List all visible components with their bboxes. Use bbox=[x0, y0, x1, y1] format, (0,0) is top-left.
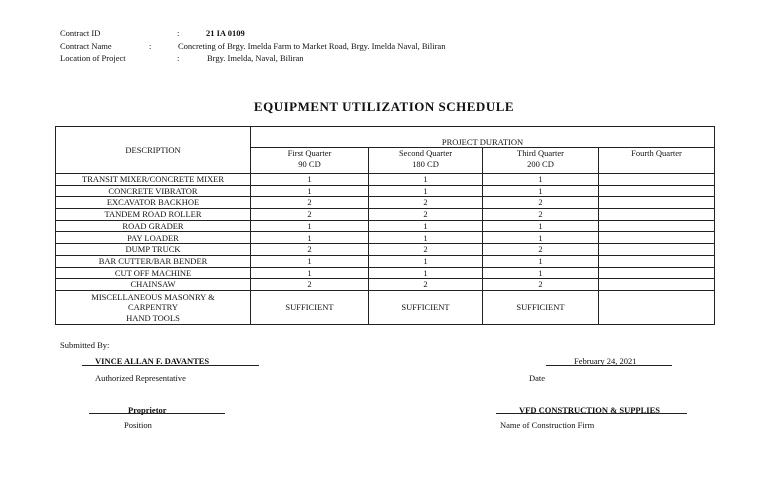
firm-name-line bbox=[496, 413, 687, 414]
firm-name: VFD CONSTRUCTION & SUPPLIES bbox=[519, 405, 660, 415]
misc-q1: SUFFICIENT bbox=[251, 290, 369, 324]
description-header: DESCRIPTION bbox=[56, 127, 251, 174]
table-row bbox=[56, 209, 715, 221]
date-line bbox=[546, 365, 672, 366]
equipment-count-q4 bbox=[599, 244, 715, 256]
location-colon: : bbox=[177, 53, 180, 63]
equipment-description: ROAD GRADER bbox=[56, 220, 251, 232]
position-caption: Position bbox=[124, 420, 152, 430]
equipment-count-q1: 1 bbox=[251, 267, 369, 279]
equipment-rows bbox=[56, 174, 715, 291]
equipment-count-q4 bbox=[599, 174, 715, 186]
equipment-count-q1: 1 bbox=[251, 232, 369, 244]
equipment-count-q2: 1 bbox=[369, 255, 483, 267]
quarter-header-fourth bbox=[599, 148, 715, 174]
quarter-days: 90 CD bbox=[298, 158, 321, 169]
equipment-count-q4 bbox=[599, 232, 715, 244]
equipment-count-q3: 1 bbox=[483, 255, 599, 267]
position-value: Proprietor bbox=[128, 405, 167, 415]
equipment-count-q4 bbox=[599, 267, 715, 279]
equipment-count-q1: 1 bbox=[251, 255, 369, 267]
table-row bbox=[56, 220, 715, 232]
misc-q2: SUFFICIENT bbox=[369, 290, 483, 324]
table-header-row bbox=[56, 127, 715, 148]
equipment-description: EXCAVATOR BACKHOE bbox=[56, 197, 251, 209]
quarter-name: First Quarter bbox=[287, 148, 332, 158]
equipment-description: TANDEM ROAD ROLLER bbox=[56, 209, 251, 221]
equipment-description: TRANSIT MIXER/CONCRETE MIXER bbox=[56, 174, 251, 186]
equipment-count-q2: 2 bbox=[369, 209, 483, 221]
equipment-count-q2: 2 bbox=[369, 197, 483, 209]
table-row bbox=[56, 244, 715, 256]
equipment-schedule-table bbox=[55, 126, 715, 325]
quarter-days: 200 CD bbox=[527, 158, 554, 169]
equipment-count-q3: 1 bbox=[483, 220, 599, 232]
table-row bbox=[56, 279, 715, 291]
quarter-name: Fourth Quarter bbox=[631, 148, 682, 158]
equipment-count-q4 bbox=[599, 220, 715, 232]
representative-caption: Authorized Representative bbox=[95, 373, 186, 383]
equipment-count-q3: 2 bbox=[483, 209, 599, 221]
equipment-count-q1: 2 bbox=[251, 279, 369, 291]
table-row bbox=[56, 232, 715, 244]
equipment-count-q2: 2 bbox=[369, 244, 483, 256]
misc-description bbox=[56, 290, 251, 324]
equipment-count-q4 bbox=[599, 185, 715, 197]
equipment-count-q4 bbox=[599, 209, 715, 221]
equipment-count-q4 bbox=[599, 255, 715, 267]
quarter-days: 180 CD bbox=[412, 158, 439, 169]
misc-q3: SUFFICIENT bbox=[483, 290, 599, 324]
equipment-count-q2: 1 bbox=[369, 174, 483, 186]
equipment-count-q2: 2 bbox=[369, 279, 483, 291]
table-row bbox=[56, 174, 715, 186]
equipment-count-q3: 1 bbox=[483, 267, 599, 279]
representative-name: VINCE ALLAN F. DAVANTES bbox=[95, 356, 210, 366]
location-value: Brgy. Imelda, Naval, Biliran bbox=[207, 53, 304, 63]
contract-name-label: Contract Name bbox=[60, 41, 112, 51]
equipment-count-q1: 1 bbox=[251, 174, 369, 186]
page-title: EQUIPMENT UTILIZATION SCHEDULE bbox=[253, 99, 515, 114]
equipment-count-q1: 2 bbox=[251, 244, 369, 256]
misc-line-1: MISCELLANEOUS MASONRY & bbox=[91, 291, 215, 302]
quarter-header-first bbox=[251, 148, 369, 174]
equipment-count-q3: 2 bbox=[483, 197, 599, 209]
equipment-count-q2: 1 bbox=[369, 185, 483, 197]
misc-q4 bbox=[599, 290, 715, 324]
equipment-description: BAR CUTTER/BAR BENDER bbox=[56, 255, 251, 267]
contract-name-colon: : bbox=[149, 41, 152, 51]
equipment-description: CHAINSAW bbox=[56, 279, 251, 291]
position-line bbox=[89, 413, 225, 414]
equipment-count-q3: 2 bbox=[483, 244, 599, 256]
date-caption: Date bbox=[529, 373, 546, 383]
equipment-count-q4 bbox=[599, 279, 715, 291]
equipment-count-q1: 2 bbox=[251, 197, 369, 209]
quarter-header-third bbox=[483, 148, 599, 174]
equipment-count-q1: 1 bbox=[251, 220, 369, 232]
date-value: February 24, 2021 bbox=[574, 356, 637, 366]
submitted-by-label: Submitted By: bbox=[60, 340, 110, 350]
misc-line-2: CARPENTRY bbox=[127, 302, 179, 313]
equipment-count-q2: 1 bbox=[369, 232, 483, 244]
table-row bbox=[56, 197, 715, 209]
equipment-count-q3: 1 bbox=[483, 232, 599, 244]
equipment-count-q2: 1 bbox=[369, 220, 483, 232]
contract-id-value: 21 IA 0109 bbox=[206, 28, 245, 38]
equipment-description: CUT OFF MACHINE bbox=[56, 267, 251, 279]
equipment-count-q4 bbox=[599, 197, 715, 209]
project-duration-header: PROJECT DURATION bbox=[251, 127, 715, 148]
misc-tools-row bbox=[56, 290, 715, 324]
firm-caption: Name of Construction Firm bbox=[500, 420, 595, 430]
quarter-name: Second Quarter bbox=[398, 148, 453, 158]
equipment-count-q1: 2 bbox=[251, 209, 369, 221]
table-row bbox=[56, 255, 715, 267]
quarter-name: Third Quarter bbox=[517, 148, 564, 158]
equipment-description: CONCRETE VIBRATOR bbox=[56, 185, 251, 197]
equipment-count-q2: 1 bbox=[369, 267, 483, 279]
equipment-count-q3: 1 bbox=[483, 174, 599, 186]
equipment-count-q1: 1 bbox=[251, 185, 369, 197]
table-row bbox=[56, 185, 715, 197]
equipment-count-q3: 1 bbox=[483, 185, 599, 197]
quarter-header-second bbox=[369, 148, 483, 174]
contract-id-label: Contract ID bbox=[60, 28, 101, 38]
equipment-description: DUMP TRUCK bbox=[56, 244, 251, 256]
equipment-description: PAY LOADER bbox=[56, 232, 251, 244]
equipment-count-q3: 2 bbox=[483, 279, 599, 291]
representative-signature-line bbox=[82, 365, 259, 366]
misc-line-3: HAND TOOLS bbox=[126, 312, 180, 323]
table-row bbox=[56, 267, 715, 279]
contract-name-value: Concreting of Brgy. Imelda Farm to Market Road, Brgy. Imelda Naval, Biliran bbox=[178, 41, 446, 51]
contract-id-colon: : bbox=[177, 28, 180, 38]
location-label: Location of Project bbox=[60, 53, 126, 63]
